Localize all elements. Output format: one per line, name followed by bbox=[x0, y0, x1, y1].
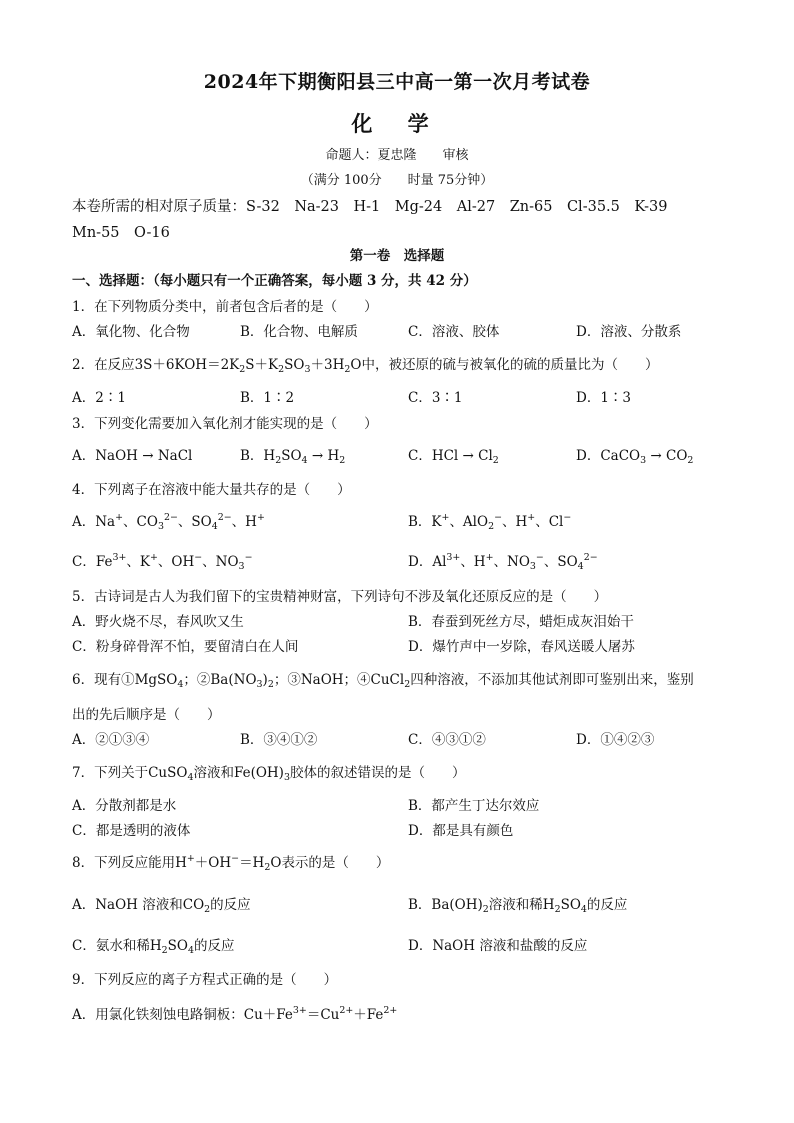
q1-option-a: A．氧化物、化合物 bbox=[72, 324, 190, 340]
author-line: 命题人：夏忠隆 审核 bbox=[325, 148, 469, 163]
q4-option-c: C．$Fe^{3+}$、K+、OH−、$NO_3^-$ bbox=[72, 552, 253, 572]
q9-option-a: A．用氯化铁刻蚀电路铜板：$Cu+Fe^{3+}=Cu^{2+}+Fe^{2+}$ bbox=[72, 1005, 398, 1023]
q8-option-d: D．NaOH 溶液和盐酸的反应 bbox=[408, 938, 588, 954]
question-6-stem: 6．现有①MgSO$_4$；$②Ba(NO_3)_2$；③NaOH；④CuCl$_2$四种溶液，不添加其他试剂即可鉴别出来，鉴别 bbox=[72, 672, 694, 690]
question-9-stem: 9．下列反应的离子方程式正确的是（ ） bbox=[72, 972, 338, 988]
atomic-mass-line-1: 本卷所需的相对原子质量：S-32 Na-23 H-1 Mg-24 Al-27 Zn-65 Cl-35.5 K-39 bbox=[72, 199, 668, 215]
q2-option-a: A．2∶1 bbox=[72, 390, 126, 406]
q3-option-d: D．CaCO$_3$ → $CO_2$ bbox=[576, 448, 694, 466]
part-heading: 一、选择题：（每小题只有一个正确答案，每小题 3 分，共 42 分） bbox=[72, 273, 477, 289]
question-1-stem: 1．在下列物质分类中，前者包含后者的是（ ） bbox=[72, 299, 378, 315]
q1-option-c: C．溶液、胶体 bbox=[408, 324, 500, 340]
question-5-stem: 5．古诗词是古人为我们留下的宝贵精神财富，下列诗句不涉及氧化还原反应的是（ ） bbox=[72, 589, 608, 605]
q5-option-b: B．春蚕到死丝方尽，蜡炬成灰泪始干 bbox=[408, 614, 634, 630]
question-2-stem: 2．在反应$3S+6KOH=2K_2S+K_2SO_3+3H_2O$中，被还原的硫与被氧化的硫的质量比为（ ） bbox=[72, 357, 659, 375]
q6-option-c: C．④③①② bbox=[408, 732, 486, 748]
q5-option-a: A．野火烧不尽，春风吹又生 bbox=[72, 614, 244, 630]
question-4-stem: 4．下列离子在溶液中能大量共存的是（ ） bbox=[72, 482, 351, 498]
q7-option-a: A．分散剂都是水 bbox=[72, 798, 177, 814]
question-3-stem: 3．下列变化需要加入氧化剂才能实现的是（ ） bbox=[72, 416, 378, 432]
atomic-mass-line-2: Mn-55 O-16 bbox=[72, 225, 170, 241]
q3-option-a: A．NaOH → NaCl bbox=[72, 448, 193, 464]
q2-option-b: B．1∶2 bbox=[240, 390, 295, 406]
q8-option-c: C．氨水和稀$H_2SO_4$的反应 bbox=[72, 938, 235, 956]
q7-option-c: C．都是透明的液体 bbox=[72, 823, 191, 839]
question-7-stem: 7．下列关于CuSO$_4$溶液和$Fe(OH)_3$胶体的叙述错误的是（ ） bbox=[72, 765, 466, 783]
q4-option-a: A．Na+、$CO_3^{2-}$、$SO_4^{2-}$、H+ bbox=[72, 512, 265, 532]
q3-option-b: B．$H_2SO_4 \to H_2$ bbox=[240, 448, 346, 466]
exam-title: 2024年下期衡阳县三中高一第一次月考试卷 bbox=[203, 71, 591, 93]
q2-option-c: C．3∶1 bbox=[408, 390, 463, 406]
question-8-stem: 8．下列反应能用$H^++OH^-=H_2O$表示的是（ ） bbox=[72, 853, 390, 873]
q7-option-b: B．都产生丁达尔效应 bbox=[408, 798, 540, 814]
q1-option-d: D．溶液、分散系 bbox=[576, 324, 682, 340]
exam-info: （满分 100分 时量 75分钟） bbox=[300, 173, 494, 188]
subject-title: 化 学 bbox=[351, 111, 443, 136]
q8-option-a: A．NaOH 溶液和$CO_2$的反应 bbox=[72, 897, 251, 915]
q1-option-b: B．化合物、电解质 bbox=[240, 324, 358, 340]
q5-option-c: C．粉身碎骨浑不怕，要留清白在人间 bbox=[72, 639, 299, 655]
q2-option-d: D．1∶3 bbox=[576, 390, 632, 406]
q6-option-a: A．②①③④ bbox=[72, 732, 150, 748]
q7-option-d: D．都是具有颜色 bbox=[408, 823, 514, 839]
section-title: 第一卷 选择题 bbox=[349, 248, 445, 264]
q8-option-b: B．$Ba(OH)_2$溶液和稀$H_2SO_4$的反应 bbox=[408, 897, 628, 915]
question-6-stem-line-2: 出的先后顺序是（ ） bbox=[72, 707, 221, 723]
q4-option-d: D．$Al^{3+}$、H+、$NO_3^-$、$SO_4^{2-}$ bbox=[408, 552, 598, 572]
q6-option-b: B．③④①② bbox=[240, 732, 318, 748]
q4-option-b: B．K+、AlO$_2$−、H+、Cl− bbox=[408, 512, 572, 532]
q3-option-c: C．HCl → $Cl_2$ bbox=[408, 448, 499, 466]
q5-option-d: D．爆竹声中一岁除，春风送暖人屠苏 bbox=[408, 639, 635, 655]
q6-option-d: D．①④②③ bbox=[576, 732, 655, 748]
